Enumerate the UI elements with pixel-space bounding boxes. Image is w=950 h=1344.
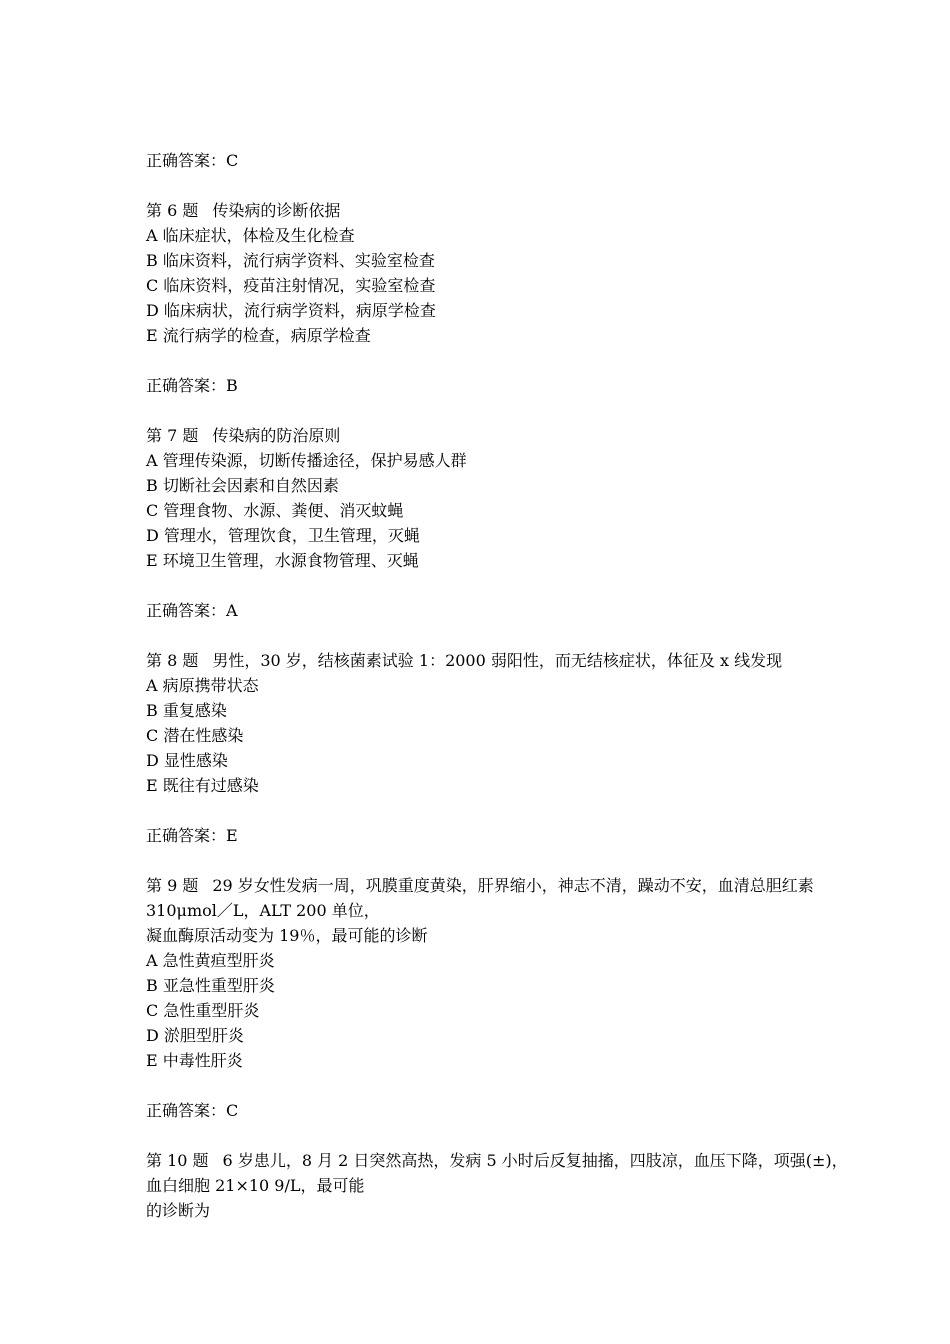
question-8	[146, 648, 826, 873]
question-number: 第 6 题	[146, 201, 199, 220]
question-text-continued: 凝血酶原活动变为 19％，最可能的诊断	[146, 926, 428, 945]
question-text: 29 岁女性发病一周，巩膜重度黄染，肝界缩小，神志不清，躁动不安，血清总胆红素	[212, 876, 814, 895]
question-number: 第 8 题	[146, 651, 199, 670]
question-text: 6 岁患儿，8 月 2 日突然高热，发病 5 小时后反复抽搐，四肢凉，血压下降，项强(±)，	[222, 1151, 848, 1170]
option-c: C 潜在性感染	[146, 726, 244, 745]
question-text: 传染病的防治原则	[212, 426, 341, 445]
answer-line: 正确答案：B	[146, 376, 238, 395]
option-c: C 临床资料，疫苗注射情况，实验室检查	[146, 276, 436, 295]
question-number: 第 10 题	[146, 1151, 209, 1170]
option-a: A 急性黄疸型肝炎	[146, 951, 275, 970]
option-e: E 流行病学的检查，病原学检查	[146, 326, 371, 345]
question-stem	[146, 648, 826, 673]
question-9	[146, 873, 826, 1148]
question-10	[146, 1148, 848, 1223]
question-stem	[146, 1148, 848, 1173]
option-a: A 病原携带状态	[146, 676, 259, 695]
option-b: B 切断社会因素和自然因素	[146, 476, 339, 495]
option-a: A 管理传染源，切断传播途径，保护易感人群	[146, 451, 467, 470]
question-text: 男性，30 岁，结核菌素试验 1：2000 弱阳性，而无结核症状，体征及 x 线发现	[212, 651, 783, 670]
question-7	[146, 423, 826, 648]
question-stem	[146, 873, 826, 898]
option-b: B 重复感染	[146, 701, 227, 720]
answer-line: 正确答案：A	[146, 601, 238, 620]
option-b: B 临床资料，流行病学资料、实验室检查	[146, 251, 435, 270]
option-a: A 临床症状，体检及生化检查	[146, 226, 355, 245]
answer-line: 正确答案：E	[146, 826, 238, 845]
option-c: C 管理食物、水源、粪便、消灭蚊蝇	[146, 501, 404, 520]
option-e: E 环境卫生管理，水源食物管理、灭蝇	[146, 551, 419, 570]
option-d: D 淤胆型肝炎	[146, 1026, 244, 1045]
question-text-continued: 血白细胞 21×10 9/L，最可能	[146, 1176, 365, 1195]
option-d: D 管理水，管理饮食，卫生管理，灭蝇	[146, 526, 420, 545]
answer-line: 正确答案：C	[146, 1101, 239, 1120]
question-6	[146, 198, 826, 423]
question-text-continued: 310μmol／L，ALT 200 单位，	[146, 901, 380, 920]
question-text: 传染病的诊断依据	[212, 201, 341, 220]
document-page	[146, 148, 848, 1223]
option-d: D 显性感染	[146, 751, 228, 770]
option-d: D 临床病状，流行病学资料，病原学检查	[146, 301, 436, 320]
question-text-continued: 的诊断为	[146, 1201, 211, 1220]
answer-line: 正确答案：C	[146, 151, 239, 170]
question-number: 第 9 题	[146, 876, 199, 895]
question-number: 第 7 题	[146, 426, 199, 445]
option-e: E 既往有过感染	[146, 776, 259, 795]
question-stem	[146, 198, 826, 223]
option-c: C 急性重型肝炎	[146, 1001, 260, 1020]
question-stem	[146, 423, 826, 448]
option-e: E 中毒性肝炎	[146, 1051, 243, 1070]
option-b: B 亚急性重型肝炎	[146, 976, 275, 995]
